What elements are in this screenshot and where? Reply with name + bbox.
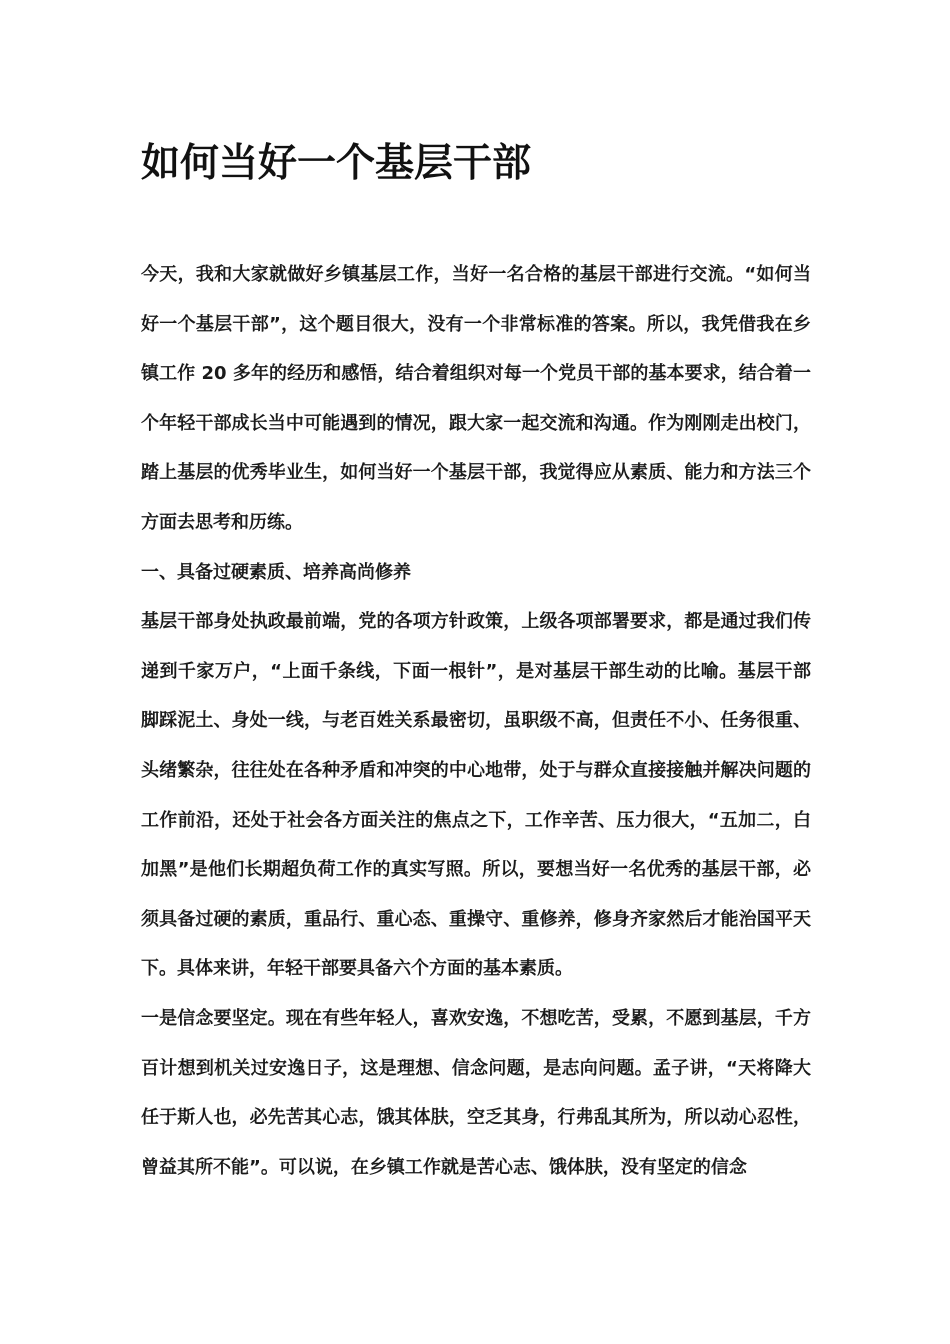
document-title: 如何当好一个基层干部 <box>141 141 532 186</box>
body-paragraph: 基层干部身处执政最前端，党的各项方针政策，上级各项部署要求，都是通过我们传递到千家万户，“上面千条线，下面一根针”，是对基层干部生动的比喻。基层干部脚踩泥土、身处一线，与老百姓关系最密切，虽职级不高，但责任不小、任务很重、头绪繁杂，往往处在各种矛盾和冲突的中心地带，处于与群众直接接触并解决问题的工作前沿，还处于社会各方面关注的焦点之下，工作辛苦、压力很大，“五加二，白加黑”是他们长期超负荷工作的真实写照。所以，要想当好一名优秀的基层干部，必须具备过硬的素质，重品行、重心态、重操守、重修养，修身齐家然后才能治国平天下。具体来讲，年轻干部要具备六个方面的基本素质。 <box>141 611 811 980</box>
document-body <box>141 250 811 1192</box>
intro-paragraph: 今天，我和大家就做好乡镇基层工作，当好一名合格的基层干部进行交流。“如何当好一个基层干部”，这个题目很大，没有一个非常标准的答案。所以，我凭借我在乡镇工作 20 多年的经历和感悟，结合着组织对每一个党员干部的基本要求，结合着一个年轻干部成长当中可能遇到的情况，跟大家一起交流和沟通。作为刚刚走出校门，踏上基层的优秀毕业生，如何当好一个基层干部，我觉得应从素质、能力和方法三个方面去思考和历练。 <box>141 264 811 533</box>
body-paragraph: 一是信念要坚定。现在有些年轻人，喜欢安逸，不想吃苦，受累，不愿到基层，千方百计想到机关过安逸日子，这是理想、信念问题，是志向问题。孟子讲，“天将降大任于斯人也，必先苦其心志，饿其体肤，空乏其身，行弗乱其所为，所以动心忍性，曾益其所不能”。可以说，在乡镇工作就是苦心志、饿体肤，没有坚定的信念 <box>141 1007 811 1178</box>
section-heading: 一、具备过硬素质、培养高尚修养 <box>141 561 411 583</box>
